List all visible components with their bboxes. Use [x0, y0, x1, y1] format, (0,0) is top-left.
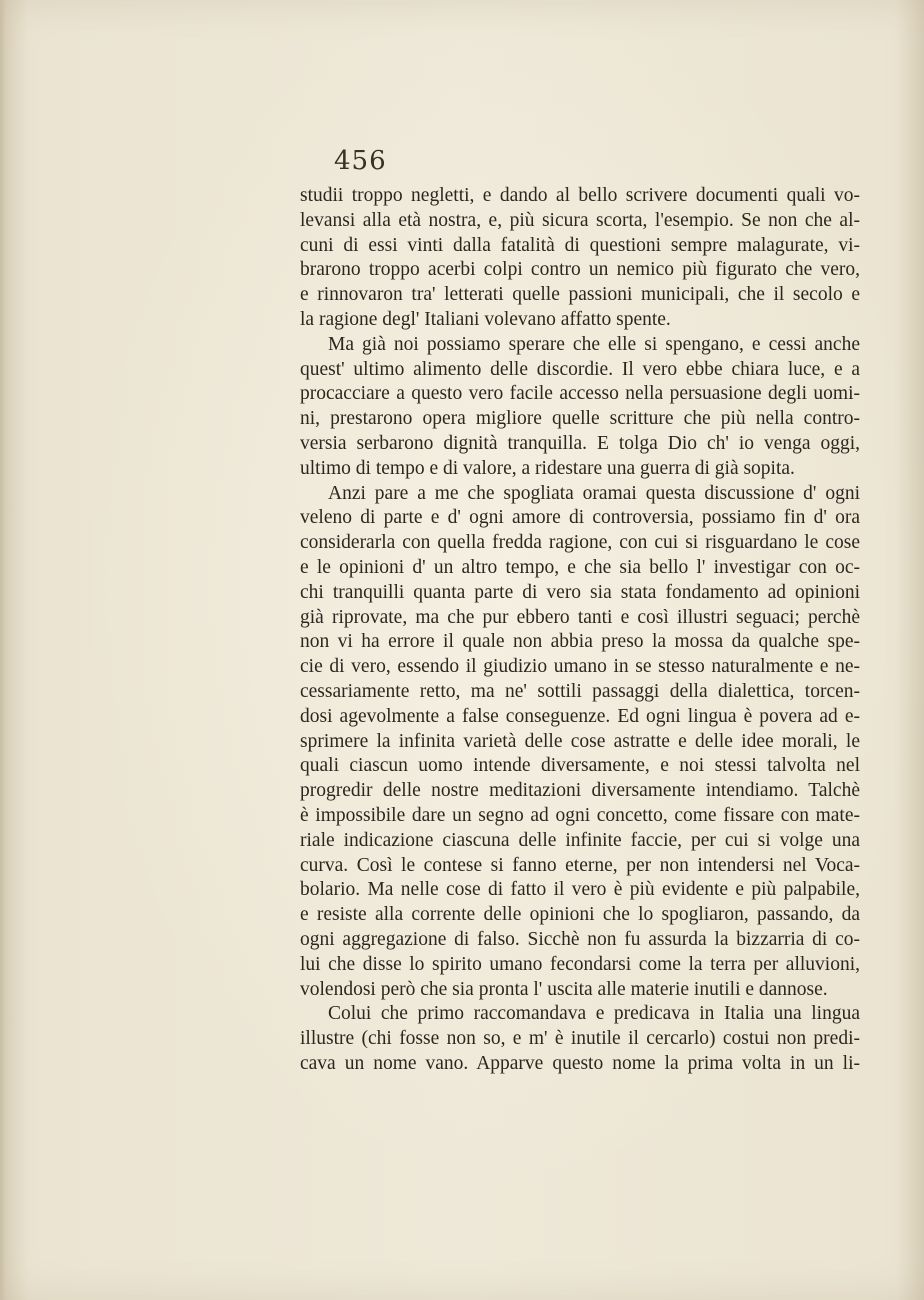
text-line: Ma già noi possiamo sperare che elle si spengano, e cessi anche: [328, 333, 860, 355]
text-line: levansi alla età nostra, e, più sicura scorta, l'esempio. Se non che al-: [300, 209, 860, 231]
text-line: dosi agevolmente a false conseguenze. Ed ogni lingua è povera ad e-: [300, 705, 860, 727]
text-line: ogni aggregazione di falso. Sicchè non fu assurda la bizzarria di co-: [300, 928, 860, 950]
body-text: [300, 184, 860, 1077]
text-line: quali ciascun uomo intende diversamente, e noi stessi talvolta nel: [300, 755, 860, 777]
text-line: volendosi però che sia pronta l' uscita alle materie inutili e dannose.: [300, 978, 828, 1000]
text-line: versia serbarono dignità tranquilla. E tolga Dio ch' io venga oggi,: [300, 432, 860, 454]
text-line: bolario. Ma nelle cose di fatto il vero è più evidente e più palpabile,: [300, 879, 860, 901]
text-line: cava un nome vano. Apparve questo nome la prima volta in un li-: [300, 1052, 860, 1074]
text-line: ultimo di tempo e di valore, a ridestare una guerra di già sopita.: [300, 457, 795, 479]
text-line: è impossibile dare un segno ad ogni concetto, come fissare con mate-: [300, 804, 860, 826]
page-number: 456: [334, 146, 387, 176]
text-line: veleno di parte e d' ogni amore di controversia, possiamo fin d' ora: [300, 507, 860, 529]
text-line: già riprovate, ma che pur ebbero tanti e così illustri seguaci; perchè: [300, 606, 860, 628]
text-line: sprimere la infinita varietà delle cose astratte e delle idee morali, le: [300, 730, 860, 752]
text-line: non vi ha errore il quale non abbia preso la mossa da qualche spe-: [300, 631, 860, 653]
text-line: e resiste alla corrente delle opinioni che lo spogliaron, passando, da: [300, 904, 860, 926]
text-line: brarono troppo acerbi colpi contro un nemico più figurato che vero,: [300, 259, 860, 281]
text-line: la ragione degl' Italiani volevano affatto spente.: [300, 308, 671, 330]
text-line: cuni di essi vinti dalla fatalità di questioni sempre malagurate, vi-: [300, 234, 860, 256]
text-line: progredir delle nostre meditazioni diversamente intendiamo. Talchè: [300, 780, 860, 802]
text-line: lui che disse lo spirito umano fecondarsi come la terra per alluvioni,: [300, 953, 860, 975]
text-line: procacciare a questo vero facile accesso nella persuasione degli uomi-: [300, 383, 860, 405]
text-line: ni, prestarono opera migliore quelle scritture che più nella contro-: [300, 408, 860, 430]
text-line: cie di vero, essendo il giudizio umano in se stesso naturalmente e ne-: [300, 656, 860, 678]
text-line: chi tranquilli quanta parte di vero sia stata fondamento ad opinioni: [300, 581, 860, 603]
text-line: Anzi pare a me che spogliata oramai questa discussione d' ogni: [328, 482, 860, 504]
text-line: considerarla con quella fredda ragione, con cui si risguardano le cose: [300, 532, 860, 554]
text-line: illustre (chi fosse non so, e m' è inutile il cercarlo) costui non predi-: [300, 1028, 860, 1050]
text-line: quest' ultimo alimento delle discordie. Il vero ebbe chiara luce, e a: [300, 358, 860, 380]
text-line: curva. Così le contese si fanno eterne, per non intendersi nel Voca-: [300, 854, 860, 876]
text-line: e rinnovaron tra' letterati quelle passioni municipali, che il secolo e: [300, 284, 860, 306]
page-left-edge: [0, 0, 6, 1300]
text-line: Colui che primo raccomandava e predicava in Italia una lingua: [328, 1003, 860, 1025]
text-line: studii troppo negletti, e dando al bello scrivere documenti quali vo-: [300, 185, 860, 206]
text-line: riale indicazione ciascuna delle infinite faccie, per cui si volge una: [300, 829, 860, 851]
text-line: cessariamente retto, ma ne' sottili passaggi della dialettica, torcen-: [300, 680, 860, 702]
text-line: e le opinioni d' un altro tempo, e che sia bello l' investigar con oc-: [300, 556, 860, 578]
